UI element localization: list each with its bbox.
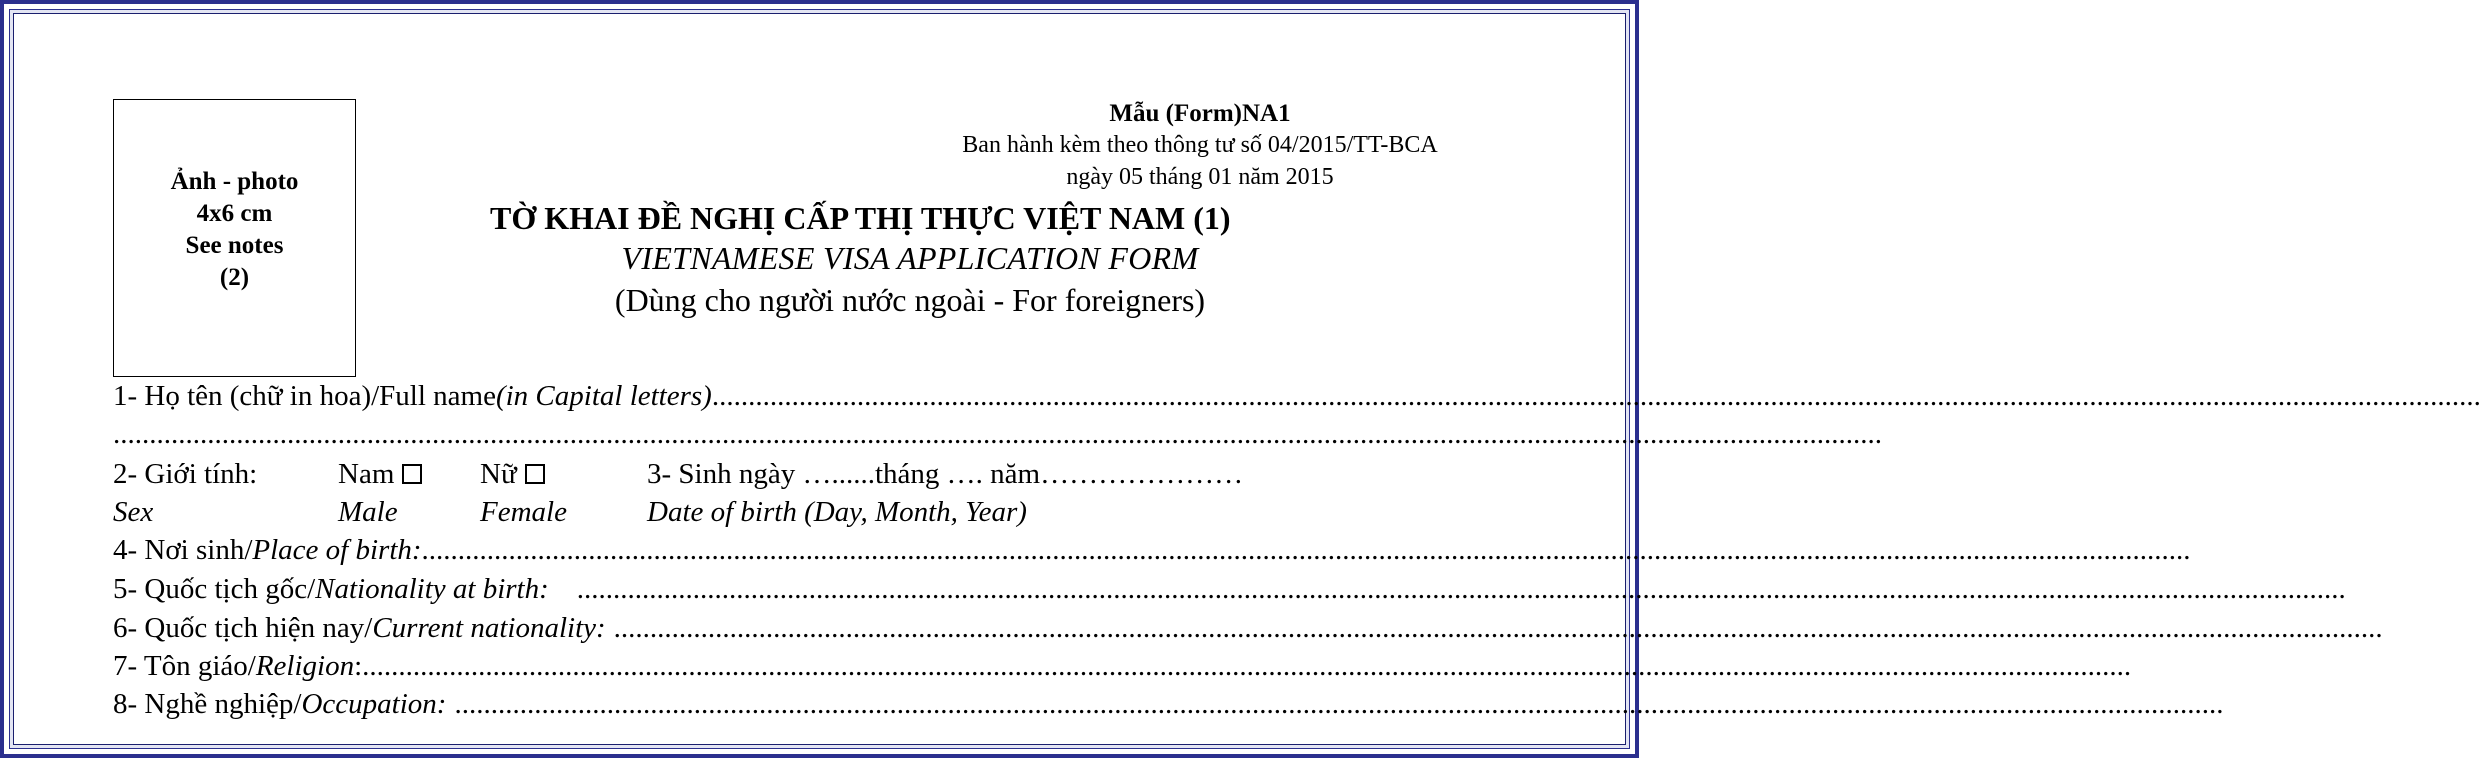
- sex-label: 2- Giới tính:: [113, 458, 258, 490]
- photo-line-4: (2): [219, 264, 250, 291]
- male-checkbox[interactable]: [402, 464, 422, 484]
- female-label-english: Female: [480, 496, 567, 528]
- place-of-birth-english: Place of birth:: [252, 534, 422, 566]
- date-of-birth-english: Date of birth (Day, Month, Year): [647, 496, 1027, 528]
- religion-field[interactable]: ....................................................................................................................................................................................................................................................: [362, 650, 2132, 682]
- full-name-hint: (in Capital letters): [495, 380, 712, 412]
- date-of-birth-field[interactable]: 3- Sinh ngày …......tháng …. năm…………………: [647, 458, 1244, 490]
- female-checkbox[interactable]: [525, 464, 545, 484]
- full-name-label: 1- Họ tên (chữ in hoa)/Full name: [113, 380, 496, 412]
- occupation-row: [113, 688, 2224, 721]
- female-option[interactable]: [480, 458, 545, 491]
- photo-line-3: See notes: [185, 232, 284, 259]
- full-name-field-line-2[interactable]: ....................................................................................................................................................................................................................................................: [113, 418, 1882, 450]
- nationality-at-birth-label: 5- Quốc tịch gốc/: [113, 573, 316, 605]
- place-of-birth-label: 4- Nơi sinh/: [113, 534, 253, 566]
- current-nationality-english: Current nationality:: [372, 612, 606, 644]
- religion-label: 7- Tôn giáo/: [113, 650, 256, 682]
- place-of-birth-field[interactable]: ....................................................................................................................................................................................................................................................: [421, 534, 2191, 566]
- occupation-english: Occupation:: [301, 688, 447, 720]
- current-nationality-label: 6- Quốc tịch hiện nay/: [113, 612, 373, 644]
- form-code: Mẫu (Form)NA1: [1109, 100, 1291, 127]
- issued-date: ngày 05 tháng 01 năm 2015: [1066, 164, 1334, 190]
- subtitle: (Dùng cho người nước ngoài - For foreigners): [614, 282, 1206, 318]
- full-name-continuation-row: [113, 418, 1882, 451]
- male-label-english: Male: [338, 496, 398, 528]
- occupation-label: 8- Nghề nghiệp/: [113, 688, 302, 720]
- photo-instructions: [114, 166, 355, 294]
- photo-box: [113, 99, 356, 377]
- photo-line-2: 4x6 cm: [196, 200, 273, 227]
- nationality-at-birth-english: Nationality at birth:: [315, 573, 549, 605]
- sex-label-english: Sex: [113, 496, 154, 528]
- title-vietnamese: TỜ KHAI ĐỀ NGHỊ CẤP THỊ THỰC VIỆT NAM (1): [490, 200, 1231, 236]
- issued-by: Ban hành kèm theo thông tư số 04/2015/TT-BCA: [962, 132, 1438, 158]
- full-name-field[interactable]: ....................................................................................................................................................................................................................................................: [711, 380, 2481, 412]
- full-name-row: [113, 380, 2481, 413]
- male-label: Nam: [338, 458, 395, 490]
- photo-line-1: Ảnh - photo: [170, 168, 299, 195]
- place-of-birth-row: [113, 534, 2191, 567]
- nationality-at-birth-row: [113, 573, 2346, 606]
- current-nationality-row: [113, 612, 2383, 645]
- current-nationality-field[interactable]: ....................................................................................................................................................................................................................................................: [613, 612, 2383, 644]
- female-label: Nữ: [480, 458, 517, 490]
- title-english: VIETNAMESE VISA APPLICATION FORM: [621, 240, 1199, 276]
- religion-colon: :: [354, 650, 363, 682]
- nationality-at-birth-field[interactable]: ....................................................................................................................................................................................................................................................: [576, 573, 2346, 605]
- religion-english: Religion: [255, 650, 355, 682]
- occupation-field[interactable]: ....................................................................................................................................................................................................................................................: [454, 688, 2224, 720]
- male-option[interactable]: [338, 458, 422, 491]
- religion-row: [113, 650, 2132, 683]
